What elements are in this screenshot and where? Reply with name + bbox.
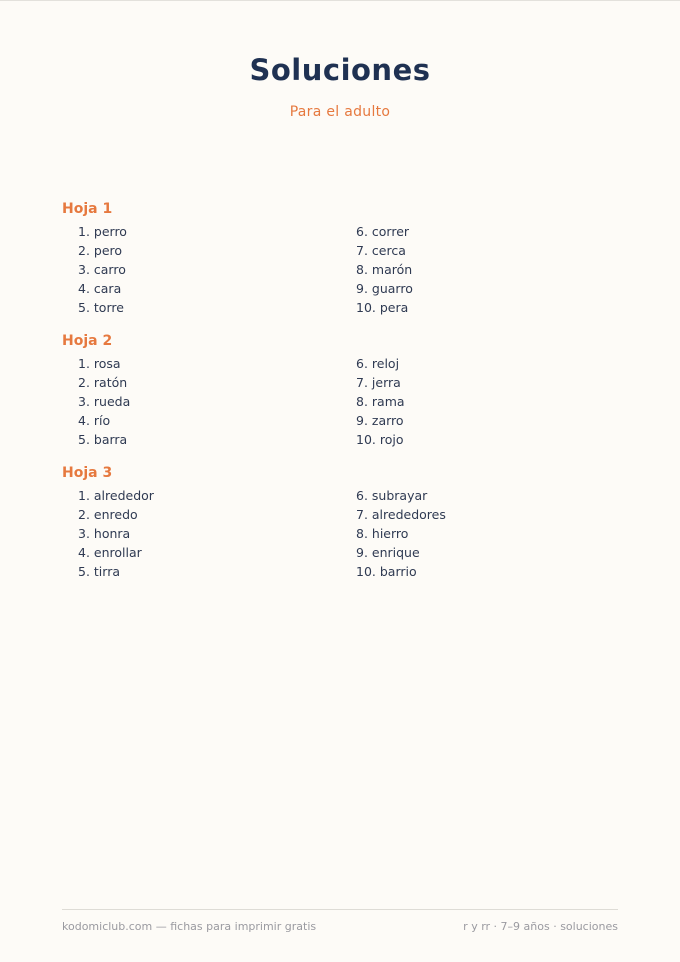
footer-divider <box>62 909 618 910</box>
answer-item: 9. enrique <box>356 545 420 560</box>
section-heading: Hoja 1 <box>62 201 113 217</box>
answer-list-right <box>356 222 413 317</box>
answer-item: 5. barra <box>78 432 128 447</box>
answer-item: 9. guarro <box>356 281 413 296</box>
answer-item: 7. alrededores <box>356 507 446 522</box>
section-hoja-1 <box>62 200 622 314</box>
answer-item: 2. ratón <box>78 375 128 390</box>
answer-item: 5. torre <box>78 300 124 315</box>
page-title: Soluciones <box>249 53 431 87</box>
answer-item: 8. hierro <box>356 526 409 541</box>
section-hoja-3 <box>62 464 622 578</box>
footer-meta-text: r y rr · 7–9 años · soluciones <box>463 920 618 933</box>
answer-item: 1. perro <box>78 224 127 239</box>
answer-item: 6. subrayar <box>356 488 428 503</box>
answer-item: 6. reloj <box>356 356 400 371</box>
answer-item: 1. rosa <box>78 356 121 371</box>
section-hoja-2 <box>62 332 622 446</box>
footer-site-text: kodomiclub.com — fichas para imprimir gratis <box>62 920 317 933</box>
answer-item: 4. enrollar <box>78 545 142 560</box>
section-heading: Hoja 3 <box>62 465 113 481</box>
answer-list-right <box>356 486 446 581</box>
answer-item: 7. jerra <box>356 375 401 390</box>
answer-item: 3. rueda <box>78 394 131 409</box>
answer-item: 8. marón <box>356 262 413 277</box>
answer-item: 7. cerca <box>356 243 406 258</box>
answer-list-left <box>78 354 130 449</box>
answer-item: 4. río <box>78 413 111 428</box>
page-subtitle: Para el adulto <box>289 104 391 120</box>
answer-item: 4. cara <box>78 281 122 296</box>
answer-list-left <box>78 222 127 317</box>
answer-item: 1. alrededor <box>78 488 154 503</box>
answer-item: 10. pera <box>356 300 409 315</box>
answer-item: 10. rojo <box>356 432 404 447</box>
answer-item: 3. honra <box>78 526 131 541</box>
answer-item: 3. carro <box>78 262 126 277</box>
answer-item: 9. zarro <box>356 413 404 428</box>
answer-list-right <box>356 354 405 449</box>
answer-item: 5. tirra <box>78 564 120 579</box>
section-heading: Hoja 2 <box>62 333 113 349</box>
answer-item: 2. enredo <box>78 507 138 522</box>
answer-item: 6. correr <box>356 224 410 239</box>
answer-item: 10. barrio <box>356 564 417 579</box>
answer-item: 2. pero <box>78 243 123 258</box>
answer-item: 8. rama <box>356 394 405 409</box>
answer-list-left <box>78 486 154 581</box>
